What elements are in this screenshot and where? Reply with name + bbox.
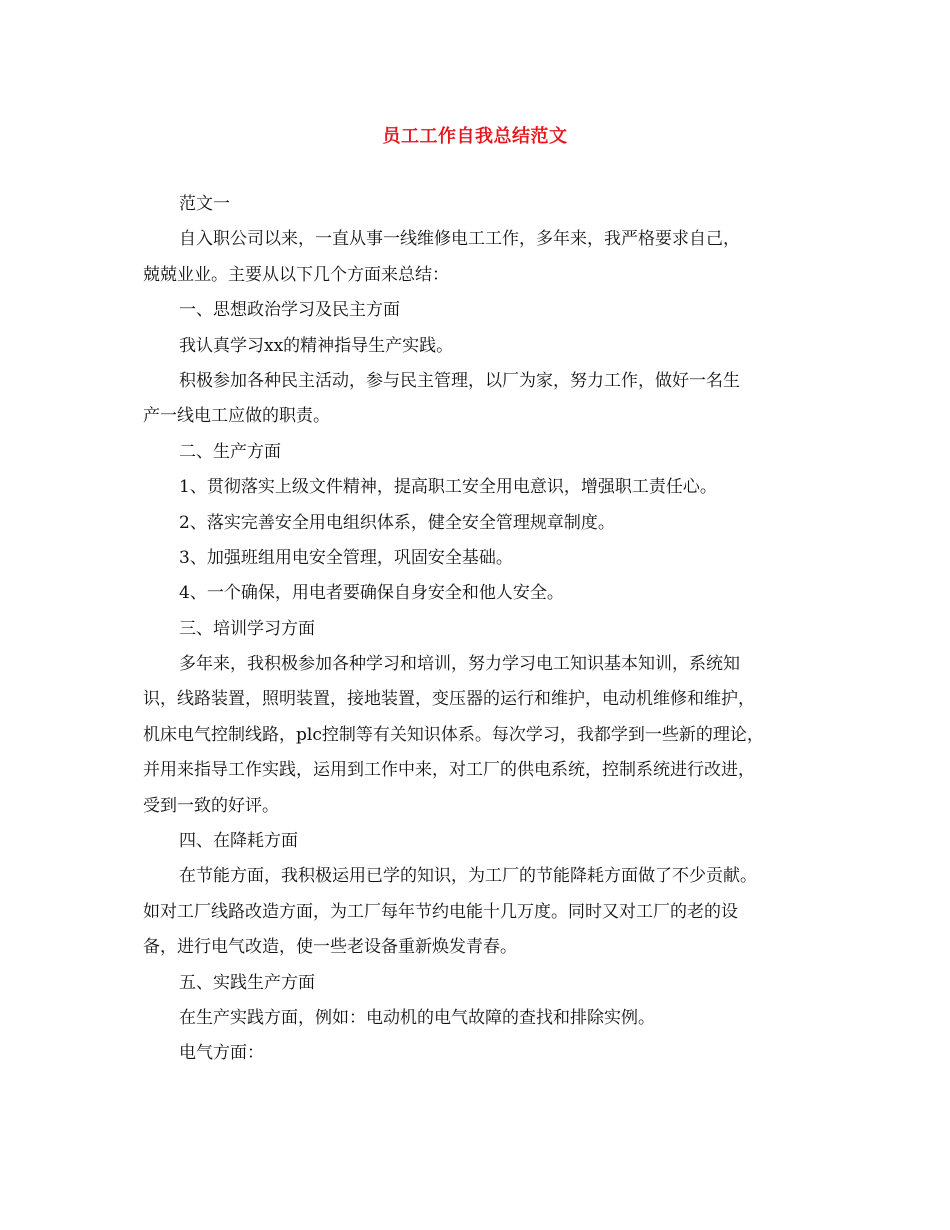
section-heading: 五、实践生产方面 [179, 972, 315, 993]
paragraph-line: 识，线路装置，照明装置，接地装置，变压器的运行和维护，电动机维修和维护， [143, 689, 755, 710]
section-heading: 范文一 [179, 194, 230, 214]
paragraph-line: 并用来指导工作实践，运用到工作中来，对工厂的供电系统，控制系统进行改进， [143, 760, 755, 781]
paragraph-line: 在生产实践方面，例如：电动机的电气故障的查找和排除实例。 [179, 1007, 655, 1028]
paragraph-line: 受到一致的好评。 [143, 795, 279, 816]
list-item: 1、贯彻落实上级文件精神，提高职工安全用电意识，增强职工责任心。 [179, 477, 717, 498]
paragraph-line: 兢兢业业。主要从以下几个方面来总结： [143, 264, 449, 285]
section-heading: 二、生产方面 [179, 441, 281, 462]
section-heading: 四、在降耗方面 [179, 831, 298, 852]
paragraph-line: 在节能方面，我积极运用已学的知识，为工厂的节能降耗方面做了不少贡献。 [179, 866, 757, 887]
section-heading: 一、思想政治学习及民主方面 [179, 300, 400, 321]
list-item: 2、落实完善安全用电组织体系，健全安全管理规章制度。 [179, 512, 615, 533]
paragraph-line: 产一线电工应做的职责。 [143, 406, 330, 427]
paragraph-line: 电气方面： [179, 1043, 264, 1064]
paragraph-line: 自入职公司以来，一直从事一线维修电工工作，多年来，我严格要求自己， [179, 229, 740, 250]
list-item: 4、一个确保，用电者要确保自身安全和他人安全。 [179, 583, 564, 604]
paragraph-line: 备，进行电气改造，使一些老设备重新焕发青春。 [143, 937, 517, 958]
section-heading: 三、培训学习方面 [179, 618, 315, 639]
paragraph-line: 我认真学习xx的精神指导生产实践。 [179, 335, 454, 356]
document-body [143, 187, 823, 1072]
paragraph-line: 如对工厂线路改造方面，为工厂每年节约电能十几万度。同时又对工厂的老的设 [143, 901, 738, 922]
list-item: 3、加强班组用电安全管理，巩固安全基础。 [179, 547, 513, 568]
paragraph-line: 积极参加各种民主活动，参与民主管理，以厂为家，努力工作，做好一名生 [179, 370, 740, 391]
paragraph-line: 多年来，我积极参加各种学习和培训，努力学习电工知识基本知训，系统知 [179, 654, 740, 675]
paragraph-line: 机床电气控制线路，plc控制等有关知识体系。每次学习，我都学到一些新的理论， [143, 724, 764, 745]
document-title: 员工工作自我总结范文 [382, 126, 568, 147]
